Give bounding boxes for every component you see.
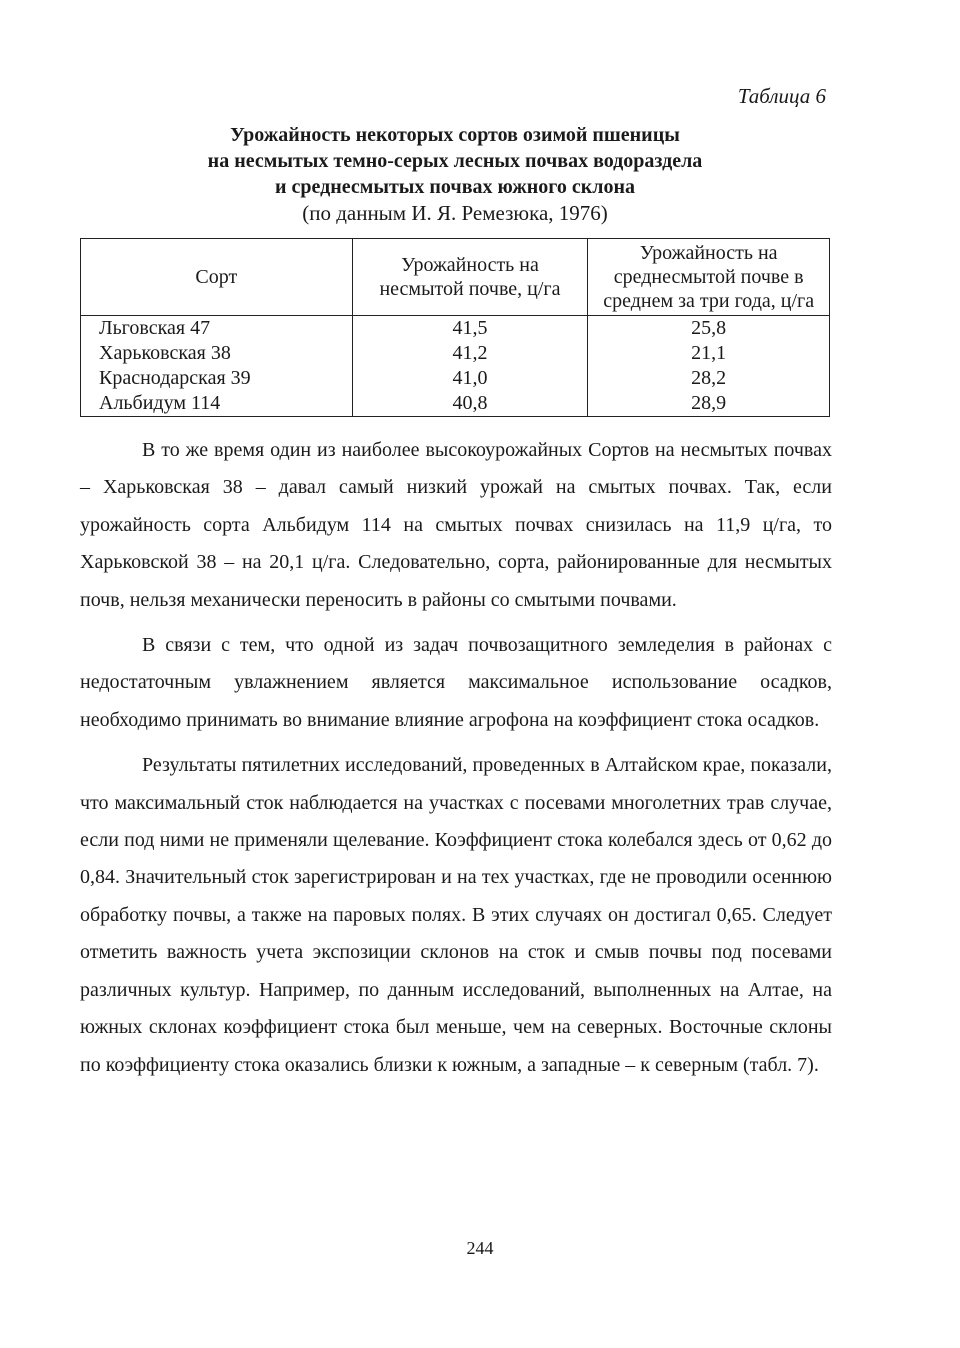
table-row xyxy=(81,391,830,417)
cell-yield-unwashed: 41,2 xyxy=(352,341,588,366)
page-number: 244 xyxy=(466,1238,494,1258)
header-yield-unwashed: Урожайность на несмытой почве, ц/га xyxy=(352,239,588,316)
table-row xyxy=(81,366,830,391)
body-text xyxy=(80,432,832,1092)
table-row xyxy=(81,341,830,366)
table-title xyxy=(80,122,830,226)
cell-yield-medium-washed: 28,2 xyxy=(588,366,830,391)
title-line-1: Урожайность некоторых сортов озимой пшеницы xyxy=(230,124,680,146)
title-line-3: и среднесмытых почвах южного склона xyxy=(274,176,636,198)
header-yield-medium-washed: Урожайность на среднесмытой почве в среднем за три года, ц/га xyxy=(588,239,830,316)
cell-yield-medium-washed: 28,9 xyxy=(588,391,830,417)
cell-yield-medium-washed: 25,8 xyxy=(588,316,830,342)
cell-variety: Льговская 47 xyxy=(81,316,353,342)
cell-variety: Краснодарская 39 xyxy=(81,366,353,391)
table-label: Таблица 6 xyxy=(737,84,826,108)
paragraph: Результаты пятилетних исследований, проведенных в Алтайском крае, показали, что максимальный сток наблюдается на участках с посевами многолетних трав случае, если под ними не применяли щелевание. Коэффициент стока колебался здесь от 0,62 до 0,84. Значительный сток зарегистрирован и на тех участках, где не проводили осеннюю обработку почвы, а также на паровых полях. В этих случаях он достигал 0,65. Следует отметить важность учета экспозиции склонов на сток и смыв почвы под посевами различных культур. Например, по данным исследований, выполненных на Алтае, на южных склонах коэффициент стока был меньше, чем на северных. Восточные склоны по коэффициенту стока оказались близки к южным, а западные – к северным (табл. 7). xyxy=(80,754,832,1076)
title-source: (по данным И. Я. Ремезюка, 1976) xyxy=(302,201,608,225)
cell-yield-unwashed: 41,5 xyxy=(352,316,588,342)
table-header-row xyxy=(81,239,830,316)
cell-yield-unwashed: 40,8 xyxy=(352,391,588,417)
paragraph: В связи с тем, что одной из задач почвозащитного земледелия в районах с недостаточным увлажнением является максимальное использование осадков, необходимо принимать во внимание влияние агрофона на коэффициент стока осадков. xyxy=(80,634,832,731)
yield-table xyxy=(80,238,830,417)
title-line-2: на несмытых темно-серых лесных почвах водораздела xyxy=(207,150,703,172)
cell-variety: Харьковская 38 xyxy=(81,341,353,366)
header-variety: Сорт xyxy=(81,239,353,316)
paragraph: В то же время один из наиболее высокоурожайных Сортов на несмытых почвах – Харьковская 38 – давал самый низкий урожай на смытых почвах. Так, если урожайность сорта Альбидум 114 на смытых почвах снизилась на 11,9 ц/га, то Харьковской 38 – на 20,1 ц/га. Следовательно, сорта, районированные для несмытых почв, нельзя механически переносить в районы со смытыми почвами. xyxy=(80,439,832,611)
cell-yield-unwashed: 41,0 xyxy=(352,366,588,391)
cell-variety: Альбидум 114 xyxy=(81,391,353,417)
cell-yield-medium-washed: 21,1 xyxy=(588,341,830,366)
table-row xyxy=(81,316,830,342)
